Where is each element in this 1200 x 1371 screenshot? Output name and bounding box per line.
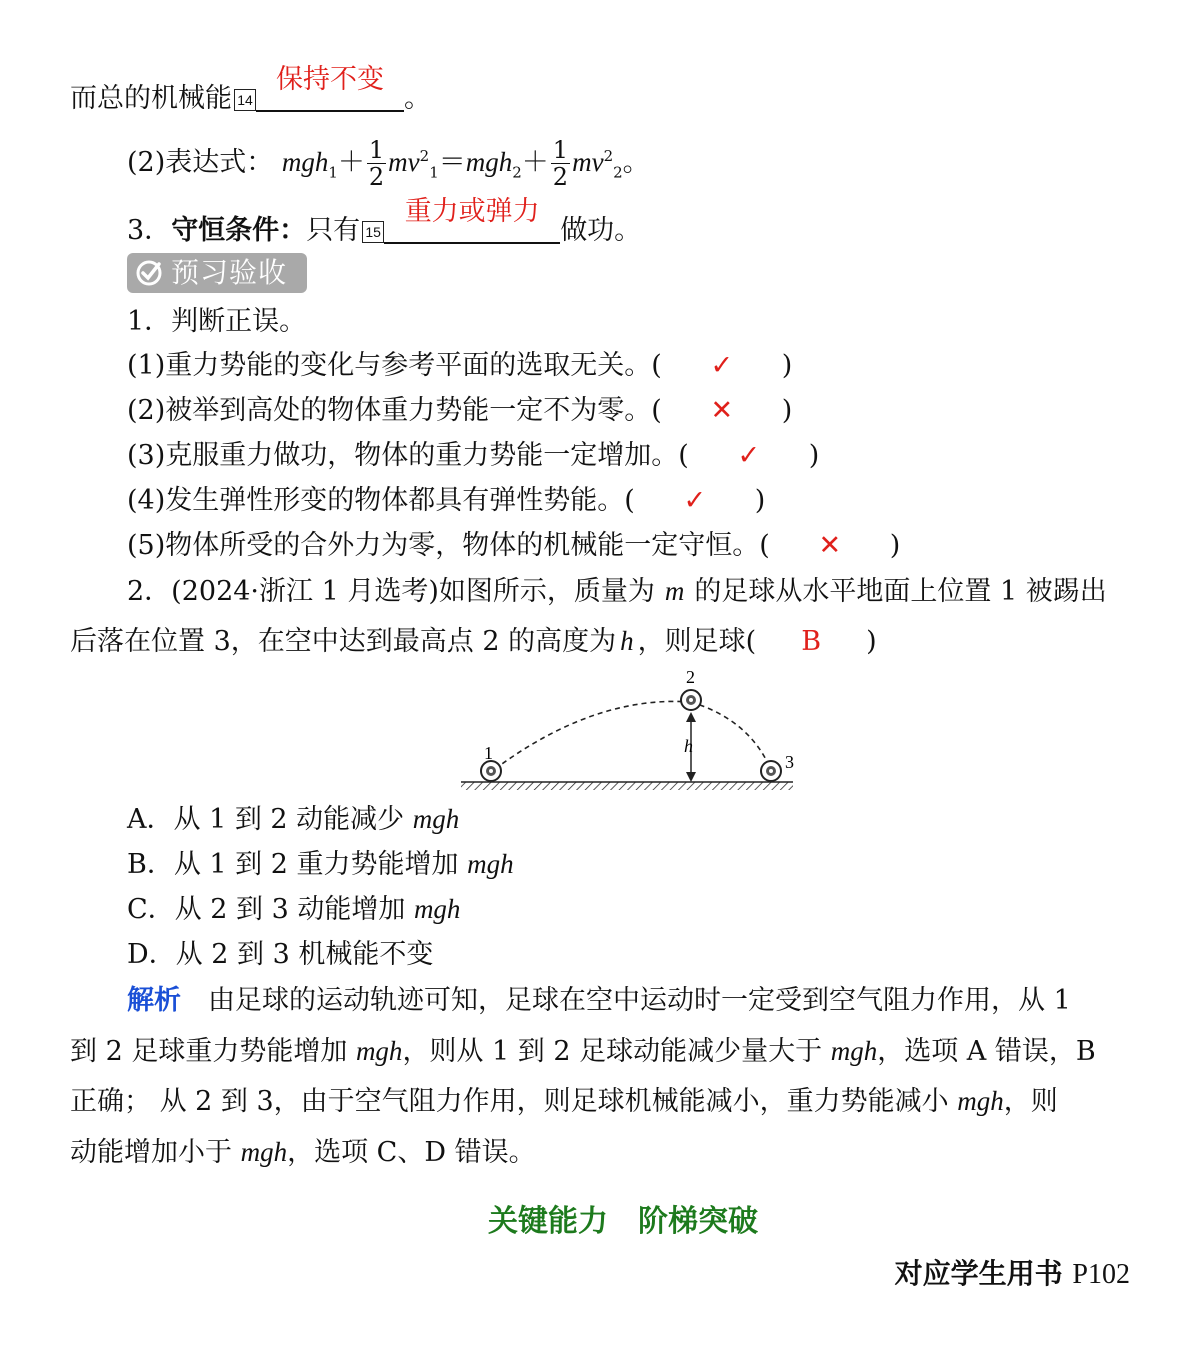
- section-heading: 关键能力 阶梯突破: [488, 1204, 758, 1239]
- q2-stem-line1: 2．(2024·浙江 1 月选考)如图所示，质量为 m 的足球从水平地面上位置 1 被踢出: [127, 576, 1107, 607]
- analysis-line4: 动能增加小于 mgh，选项 C、D 错误。: [70, 1137, 536, 1168]
- option-c: C．从 2 到 3 动能增加 mgh: [127, 894, 461, 925]
- q2-answer: B: [801, 626, 822, 657]
- height-arrow-head-down: [686, 772, 696, 782]
- blank-number-box: 14: [234, 89, 256, 111]
- judge-item: (5)物体所受的合外力为零，物体的机械能一定守恒。( ✕ ): [127, 530, 901, 561]
- option-b: B．从 1 到 2 重力势能增加 mgh: [127, 849, 514, 880]
- ball-position-2: [681, 690, 701, 710]
- check-mark-icon: ✓: [683, 485, 707, 516]
- trajectory-down: [691, 702, 771, 770]
- check-mark-icon: ✓: [737, 440, 761, 471]
- position-label-1: 1: [484, 743, 493, 763]
- analysis-line2: 到 2 足球重力势能增加 mgh，则从 1 到 2 足球动能减少量大于 mgh，选项 A 错误，B: [70, 1036, 1096, 1067]
- answer-blank: [256, 64, 404, 112]
- judge-item: (3)克服重力做功，物体的重力势能一定增加。( ✓ ): [127, 440, 820, 471]
- ball-position-3: [761, 761, 781, 781]
- analysis-line1: 解析 由足球的运动轨迹可知，足球在空中运动时一定受到空气阻力作用，从 1: [127, 985, 1071, 1016]
- cross-mark-icon: ✕: [818, 530, 842, 561]
- judge-item: (1)重力势能的变化与参考平面的选取无关。( ✓ ): [127, 350, 793, 381]
- trajectory-up: [495, 701, 691, 769]
- page-reference: 对应学生用书 P102: [894, 1257, 1130, 1290]
- position-label-2: 2: [686, 667, 695, 687]
- q1-title: 1．判断正误。: [127, 306, 307, 337]
- preview-check-badge: [127, 253, 307, 293]
- analysis-label: 解析: [127, 985, 181, 1016]
- answer-text: 保持不变: [276, 64, 384, 95]
- conservation-condition-line: 3．守恒条件：只有 15 重力或弹力 做功。: [127, 196, 642, 246]
- cross-mark-icon: ✕: [710, 395, 734, 426]
- height-label: h: [684, 736, 693, 756]
- ball-position-1: [481, 761, 501, 781]
- judge-item: (4)发生弹性形变的物体都具有弹性势能。( ✓ ): [127, 485, 766, 516]
- analysis-line3: 正确； 从 2 到 3，由于空气阻力作用，则足球机械能减小，重力势能减小 mgh，则: [70, 1086, 1058, 1117]
- answer-text: 重力或弹力: [404, 196, 540, 227]
- option-a: A．从 1 到 2 动能减少 mgh: [127, 804, 460, 835]
- fraction: $\frac{1}{2}$: [552, 136, 569, 191]
- check-circle-icon: [135, 259, 163, 287]
- answer-blank: [384, 196, 560, 244]
- check-mark-icon: ✓: [710, 350, 734, 381]
- mechanical-energy-line: 而总的机械能 14 保持不变 。: [70, 64, 431, 114]
- judge-item: (2)被举到高处的物体重力势能一定不为零。( ✕ ): [127, 395, 793, 426]
- position-label-3: 3: [785, 752, 794, 772]
- height-arrow-head-up: [686, 712, 696, 722]
- fraction: $\frac{1}{2}$: [368, 136, 385, 191]
- blank-number-box: 15: [362, 221, 384, 243]
- ground-hatch: [461, 782, 793, 790]
- expression-line: (2)表达式： mgh$_1$＋ $\frac{1}{2}$ $mv^2_1=mgh_2+$ $\frac{1}{2}$ $mv^2_2$。: [127, 136, 650, 191]
- football-trajectory-figure: [455, 665, 800, 800]
- badge-label: 预习验收: [171, 256, 288, 289]
- q2-stem-line2: 后落在位置 3，在空中达到最高点 2 的高度为 h ，则足球( B ): [70, 626, 877, 657]
- option-d: D．从 2 到 3 机械能不变: [127, 939, 434, 970]
